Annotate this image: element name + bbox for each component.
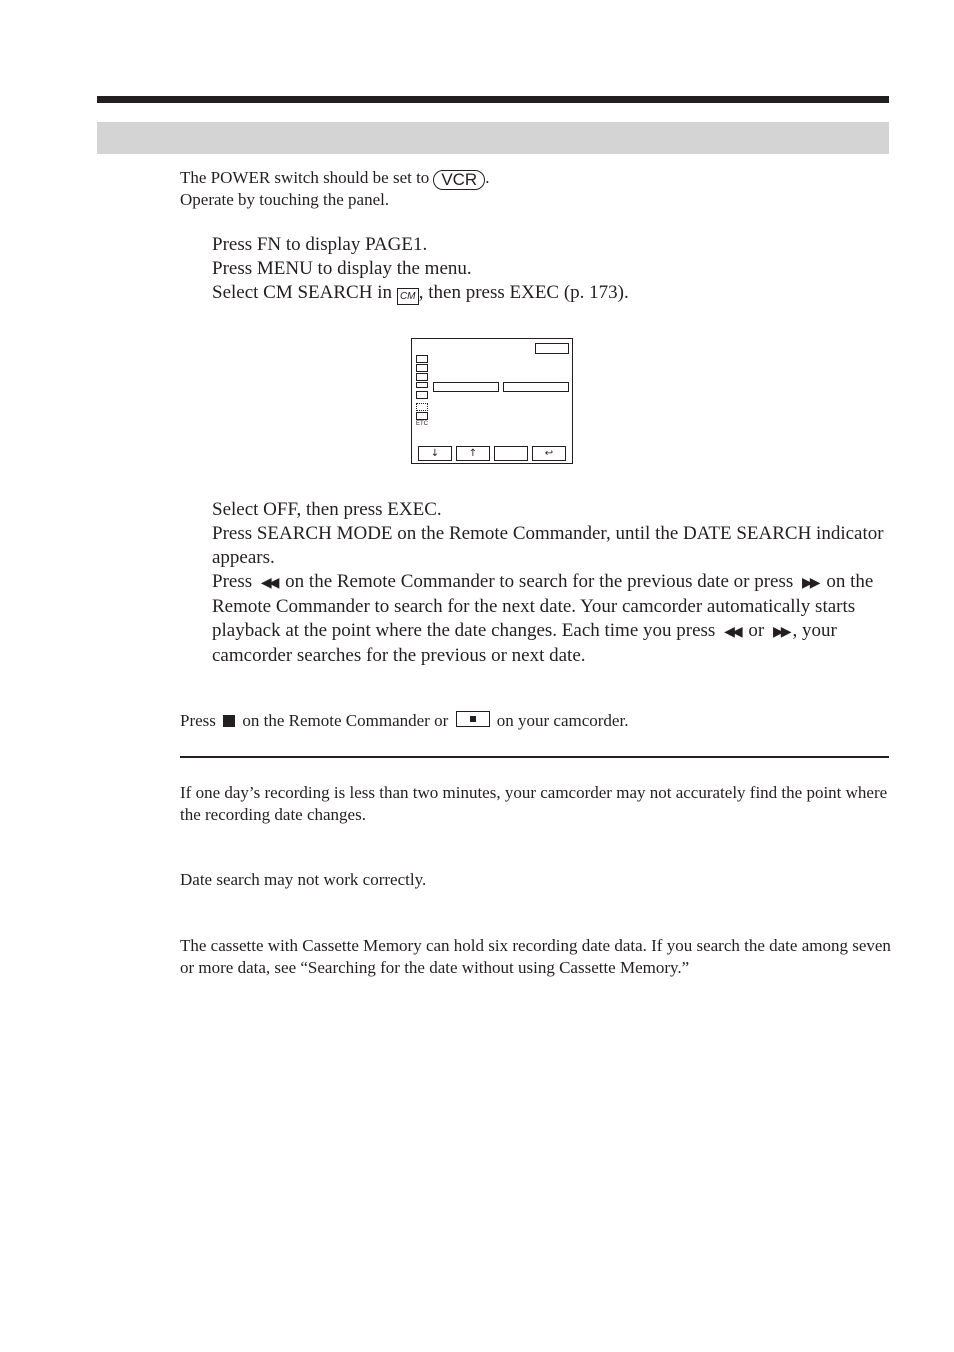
cassette-memory-icon: CM xyxy=(397,288,419,305)
step-6 xyxy=(212,570,892,668)
step-2: Press MENU to display the menu. xyxy=(212,258,472,279)
step-6-or: or xyxy=(748,620,765,641)
skip-next-icon: ▶▶ xyxy=(802,575,818,591)
intro-line-2: Operate by touching the panel. xyxy=(180,190,390,209)
lcd-up-button: ↑ xyxy=(456,446,490,461)
note-3: The cassette with Cassette Memory can hold six recording date data. If you search the date among seven or more data, see “Searching for the date without using Cassette Memory.” xyxy=(180,936,891,977)
skip-previous-icon: ◀◀ xyxy=(260,575,277,591)
cm-set-icon xyxy=(416,391,428,399)
lcd-exec-button xyxy=(494,446,528,461)
notes-divider xyxy=(180,756,889,758)
stop-button-icon xyxy=(456,711,490,727)
stop-square-icon xyxy=(223,715,235,727)
step-1: Press FN to display PAGE1. xyxy=(212,234,428,255)
top-rule xyxy=(97,96,889,103)
setup-menu-icon xyxy=(416,412,428,420)
step-4: Select OFF, then press EXEC. xyxy=(212,499,442,520)
tape-set-icon xyxy=(416,403,428,411)
stop-text-2: on the Remote Commander or xyxy=(242,711,449,730)
step-6-text-3: on the Remote Commander to search for the next date. Your camcorder automatically starts playback at the point where the date changes. Each time you press xyxy=(212,571,874,641)
note-2: Date search may not work correctly. xyxy=(180,870,427,889)
stop-text: Press xyxy=(180,711,216,730)
etc-label: ETC xyxy=(416,421,428,427)
lcd-down-button: ↓ xyxy=(418,446,452,461)
skip-previous-icon-2: ◀◀ xyxy=(724,624,740,640)
intro-line-1 xyxy=(180,167,489,190)
vcr-switch-icon: VCR xyxy=(433,170,485,190)
step-6-text-2: on the Remote Commander to search for the previous date or press xyxy=(285,571,794,592)
step-5: Press SEARCH MODE on the Remote Commander, until the DATE SEARCH indicator appears. xyxy=(212,523,884,568)
step-3-text: Select CM SEARCH in xyxy=(212,282,392,303)
stop-text-3: on your camcorder. xyxy=(496,711,629,730)
intro-text: The POWER switch should be set to xyxy=(180,168,430,187)
lcd-item-highlight xyxy=(433,382,499,392)
lcd-status-box xyxy=(535,343,569,354)
stop-instruction xyxy=(180,710,892,732)
step-3 xyxy=(212,281,892,305)
camera-set-icon-2 xyxy=(416,364,428,372)
camera-set-icon xyxy=(416,355,428,363)
period: . xyxy=(485,168,490,187)
lcd-return-button: ↩ xyxy=(532,446,566,461)
step-6-text: Press xyxy=(212,571,253,592)
vcr-set-icon xyxy=(416,373,428,381)
section-header-band xyxy=(97,122,889,154)
step-3-text-end: , then press EXEC (p. 173). xyxy=(418,282,629,303)
lcd-set-icon xyxy=(416,382,428,388)
skip-next-icon-2: ▶▶ xyxy=(772,624,789,640)
note-1: If one day’s recording is less than two minutes, your camcorder may not accurately find the point where the recording date changes. xyxy=(180,783,888,824)
step-6-text-4: , your camcorder searches for the previous or next date. xyxy=(212,620,837,666)
lcd-menu-illustration xyxy=(411,338,573,464)
lcd-option-box xyxy=(503,382,569,392)
